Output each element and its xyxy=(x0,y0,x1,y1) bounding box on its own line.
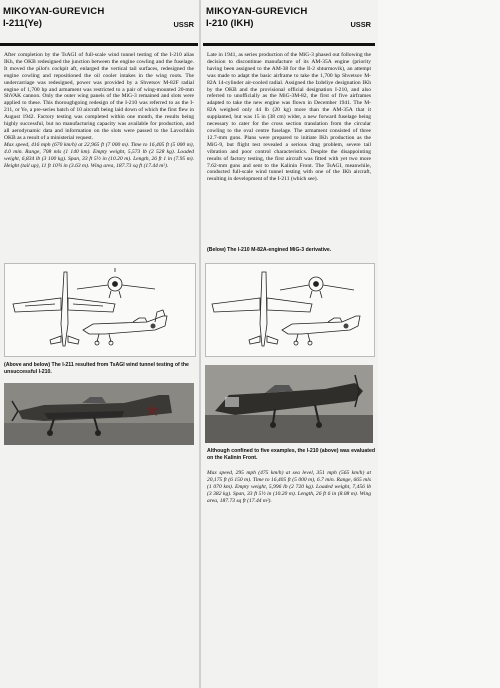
right-caption-top: (Below) The I-210 M-82A-engined MiG-3 derivative. xyxy=(207,247,332,253)
i210-aircraft-photo xyxy=(205,365,373,443)
left-body-text: After completion by the TsAGI of full-scale wind tunnel testing of the I-210 alias IKh, the OKB redesigned the junction between the engine cowling and the fuselage. It moved the pilot's cockpit aft, enlarged the vertical tail surfaces, redesigned the engine cowling and repositioned the oil cooler intakes in the wing roots. The undercarriage was redesigned, power was provided by a Shvetsov M-82F radial engine of 1,700 hp and armament was restricted to a pair of wing-mounted 20-mm ShVAK cannon. Only the outer wing panels of the MiG-3 remained and slots were applied to these. This thoroughgoing redesign of the I-210 was referred to as the I-211, or Ye, a pre-series batch of 10 aircraft being laid down of which the first flew in August 1942. Factory testing was completed within one month, the results being highly successful, but no manufacturing capacity was available for production, and all aerodynamic data and information on the slots were passed to the Lavochkin OKB as a result of a ministerial request. xyxy=(4,52,194,141)
i211-plan-views xyxy=(5,264,195,356)
right-country-label: USSR xyxy=(350,20,371,29)
left-body xyxy=(0,52,198,169)
left-column xyxy=(0,0,198,375)
left-three-view-drawing xyxy=(4,263,196,357)
left-photo-i211 xyxy=(4,383,194,445)
left-title-line1: MIKOYAN-GUREVICH xyxy=(3,6,105,17)
right-specs-text: Max speed, 295 mph (475 km/h) at sea level, 351 mph (565 km/h) at 20,175 ft (6 150 m). Time to 16,405 ft (5 000 m), 6.7 min. Range, 665 mls (1 070 km). Empty weight, 5,996 lb (2 720 kg). Loaded weight, 7,456 lb (3 382 kg). Span, 33 ft 5½ in (10.20 m). Length, 26 ft 6 in (8.08 m). Wing area, 187.73 sq ft (17.44 m²). xyxy=(207,470,371,504)
right-body-text: Late in 1941, as series production of the MiG-3 phased out following the decision to discontinue manufacture of its AM-35A engine (priority having been assigned to the AM-38 for the Il-2 shturmovik), an attempt was made to adapt the basic airframe to take the 1,700 hp Shvetsov M-82A 14-cylinder air-cooled radial. Assigned the Izdeliye designation IKh by the OKB and the provisional official designation I-210, and also referred to unofficially as the MiG-3M-82, the first of five airframes adapted to take the new engine was flown in December 1941. The M-82A weighed only 44 lb (20 kg) more than the AM-35A that it supplanted, but was 15 in (38 cm) wider, a new forward fuselage being necessary to cater for the cross section translation from the circular cowling to the oval centre fuselage. The armament consisted of three 12.7-mm guns. Plans were prepared to initiate IKh production as the MiG-9, but flight test revealed a serious drag problem, severe tail vibration and poor control characteristics. Despite the disappointing results of factory testing, the first aircraft was fitted with yet two more 7.62-mm guns and sent to the Kalinin Front. The TsAGI, meanwhile, conducted full-scale wind tunnel testing with one of the IKh aircraft, resulting in development of the I-211 (which see). xyxy=(207,52,371,183)
i210-plan-views xyxy=(206,264,374,356)
page-margin xyxy=(378,0,500,688)
left-header-rule xyxy=(0,43,198,46)
right-three-view-drawing xyxy=(205,263,375,357)
right-header xyxy=(203,0,375,46)
right-title-line1: MIKOYAN-GUREVICH xyxy=(206,6,308,17)
left-country-label: USSR xyxy=(173,20,194,29)
left-specs-text: Max speed, 416 mph (670 km/h) at 22,965 ft (7 000 m). Time to 16,405 ft (5 000 m), 4.0 min. Range, 708 mls (1 140 km). Empty weight, 5,573 lb (2 528 kg). Loaded weight, 6,834 lb (3 100 kg). Span, 33 ft 5½ in (10.20 m). Length, 26 ft 1 in (7.95 m). Height (tail up), 11 ft 10¾ in (3.63 m). Wing area, 187.73 sq ft (17.44 m²). xyxy=(4,141,194,169)
star-insignia-icon xyxy=(151,324,156,329)
left-caption: (Above and below) The I-211 resulted from TsAGI wind tunnel testing of the unsuccessful I-210. xyxy=(4,362,189,375)
right-title-line2: I-210 (IKH) xyxy=(206,18,254,29)
star-insignia-icon xyxy=(344,324,349,329)
right-photo-i210 xyxy=(205,365,373,443)
right-header-rule xyxy=(203,43,375,46)
i211-aircraft-photo xyxy=(4,383,194,445)
right-column xyxy=(203,0,376,504)
left-header xyxy=(0,0,198,46)
right-body xyxy=(203,52,375,244)
column-divider xyxy=(199,0,201,688)
right-specs xyxy=(203,470,375,505)
right-caption-bottom: Although confined to five examples, the I-210 (above) was evaluated on the Kalinin Front. xyxy=(207,448,376,461)
left-title-line2: I-211(Ye) xyxy=(3,18,42,29)
